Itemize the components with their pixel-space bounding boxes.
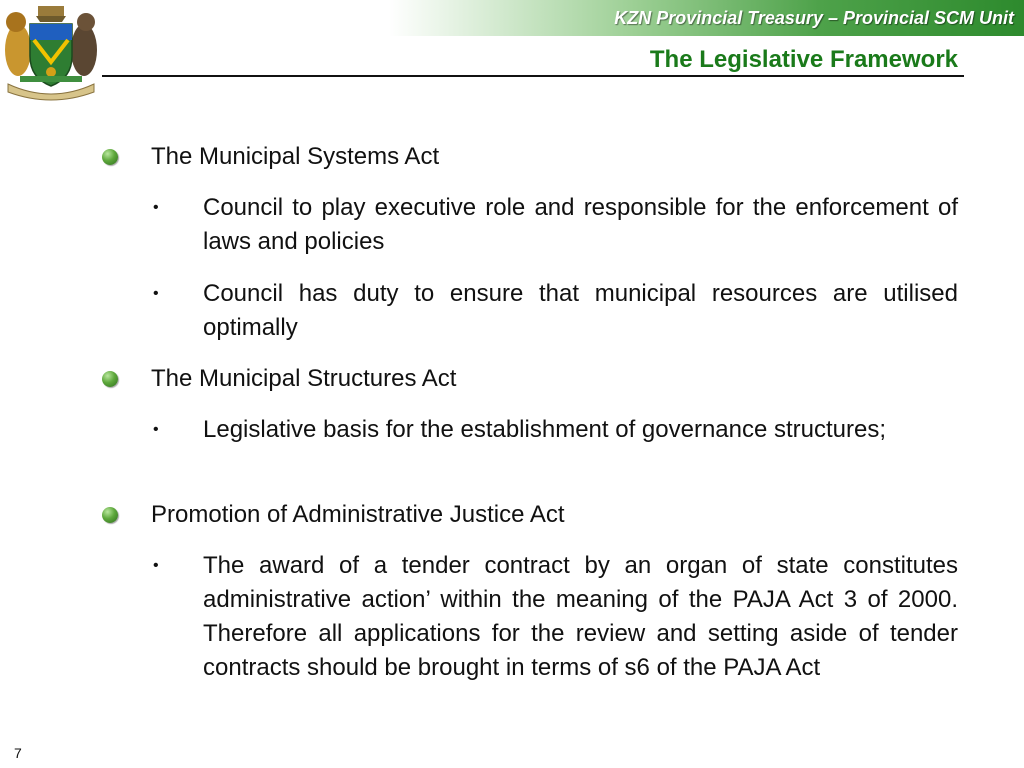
- bullet-point: The award of a tender contract by an organ of state constitutes administrative action’ within the meaning of the PAJA Act 3 of 2000. Therefore all applications for the review and setting aside of tender contracts should be brought in terms of s6 of the PAJA Act: [203, 552, 958, 681]
- page-number: 7: [14, 745, 22, 761]
- section-heading: Promotion of Administrative Justice Act: [151, 501, 565, 528]
- green-orb-bullet-icon: [102, 507, 118, 523]
- bullet-dot-icon: •: [153, 199, 159, 216]
- organization-name: KZN Provincial Treasury – Provincial SCM Unit: [614, 8, 1014, 28]
- bullet-point: Council to play executive role and responsible for the enforcement of laws and policies: [203, 194, 958, 255]
- green-orb-bullet-icon: [102, 149, 118, 165]
- section-heading: The Municipal Systems Act: [151, 143, 440, 170]
- green-orb-bullet-icon: [102, 371, 118, 387]
- bullet-dot-icon: •: [153, 285, 159, 302]
- page-title: The Legislative Framework: [649, 46, 958, 73]
- bullet-point: Legislative basis for the establishment of governance structures;: [203, 416, 887, 443]
- bullet-point: Council has duty to ensure that municipal resources are utilised optimally: [203, 280, 958, 341]
- bullet-dot-icon: •: [153, 557, 159, 574]
- bullet-dot-icon: •: [153, 421, 159, 438]
- section-heading: The Municipal Structures Act: [151, 365, 457, 392]
